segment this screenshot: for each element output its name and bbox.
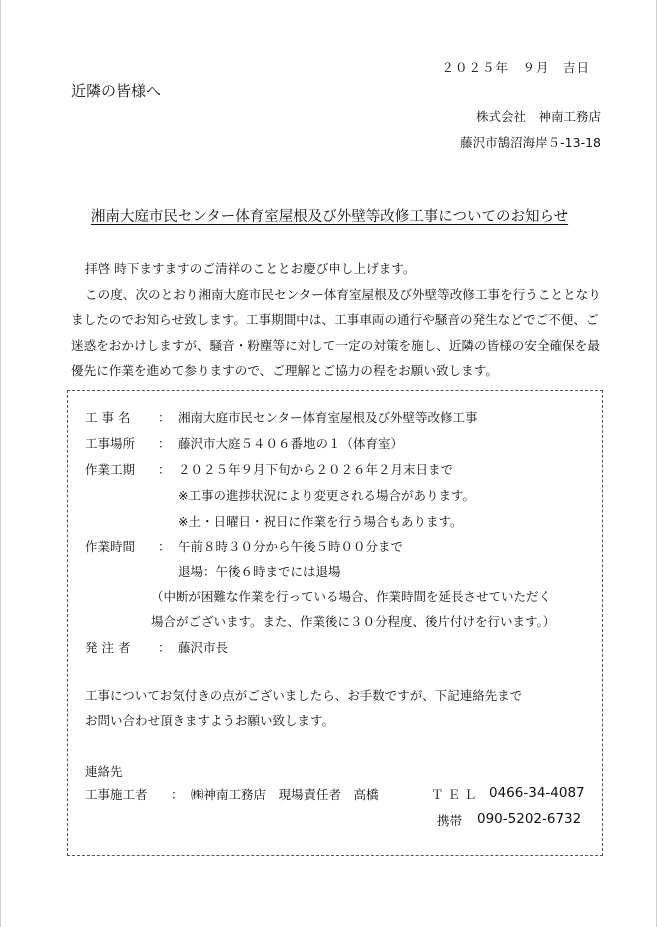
work-period-value: ２０２５年９月下旬から２０２６年２月末日まで: [178, 462, 454, 477]
tel-label: ＴＥＬ: [431, 787, 481, 802]
colon: ：: [171, 787, 184, 802]
body-paragraph: この度、次のとおり湘南大庭市民センター体育室屋根及び外壁等改修工事を行うこととなりましたのでお知らせ致します。工事期間中は、工事車両の通行や騒音の発生などでご不便、ご迷惑をおかけしますが、騒音・粉塵等に対して一定の対策を施し、近隣の皆様の安全確保を最優先に作業を進めて参りますので、ご理解とご協力の程をお願い致します。: [71, 286, 601, 378]
work-hours-note: 場合がございます。また、作業後に３０分程度、後片付けを行います。）: [151, 614, 556, 629]
inquiry-notice-line: お問い合わせ頂きますようお願い致します。: [85, 713, 335, 728]
construction-name-label: 工 事 名: [85, 410, 131, 425]
tel-number: 0466-34-4087: [489, 785, 585, 801]
contractor-label: 工事施工者: [85, 787, 148, 802]
document-title-text: 湘南大庭市民センター体育室屋根及び外壁等改修工事についてのお知らせ: [90, 209, 569, 225]
letter-body: [71, 256, 611, 384]
colon: ：: [158, 436, 171, 451]
greeting: 拝啓 時下ますますのご清祥のこととお慶び申し上げます。: [85, 261, 416, 276]
colon: ：: [158, 640, 171, 655]
colon: ：: [158, 539, 171, 554]
mobile-label: 携帯: [437, 813, 463, 828]
mobile-number: 090-5202-6732: [477, 811, 582, 827]
work-hours-value: 午前８時３０分から午後５時００分まで: [178, 539, 404, 554]
construction-name-value: 湘南大庭市民センター体育室屋根及び外壁等改修工事: [178, 410, 478, 425]
construction-place-label: 工事場所: [85, 436, 136, 451]
exit-time: 退場：午後６時までには退場: [178, 564, 341, 579]
orderer-label: 発 注 者: [85, 640, 131, 655]
document-title: [1, 205, 657, 226]
company-address: 藤沢市鵠沼海岸５-13-18: [460, 135, 601, 150]
work-hours-note: （中断が困難な作業を行っている場合、作業時間を延長させていただく: [151, 589, 552, 604]
colon: ：: [158, 410, 171, 425]
inquiry-notice: [85, 683, 585, 733]
company-name: 株式会社 神南工務店: [475, 109, 601, 124]
construction-place-value: 藤沢市大庭５４０６番地の１（体育室）: [178, 436, 404, 451]
inquiry-notice-line: 工事についてお気付きの点がございましたら、お手数ですが、下記連絡先まで: [85, 688, 523, 703]
contact-heading: 連絡先: [85, 764, 123, 779]
work-period-note: ※工事の進捗状況により変更される場合があります。: [178, 488, 475, 503]
orderer-value: 藤沢市長: [178, 640, 229, 655]
work-period-note: ※土・日曜日・祝日に作業を行う場合もあります。: [178, 514, 463, 529]
issue-date: ２０２５年 ９月 吉日: [441, 60, 590, 75]
recipient: 近隣の皆様へ: [71, 82, 162, 100]
work-period-label: 作業工期: [85, 462, 136, 477]
colon: ：: [158, 462, 171, 477]
work-hours-label: 作業時間: [85, 539, 136, 554]
contractor-value: ㈱神南工務店 現場責任者 高橋: [191, 787, 379, 802]
